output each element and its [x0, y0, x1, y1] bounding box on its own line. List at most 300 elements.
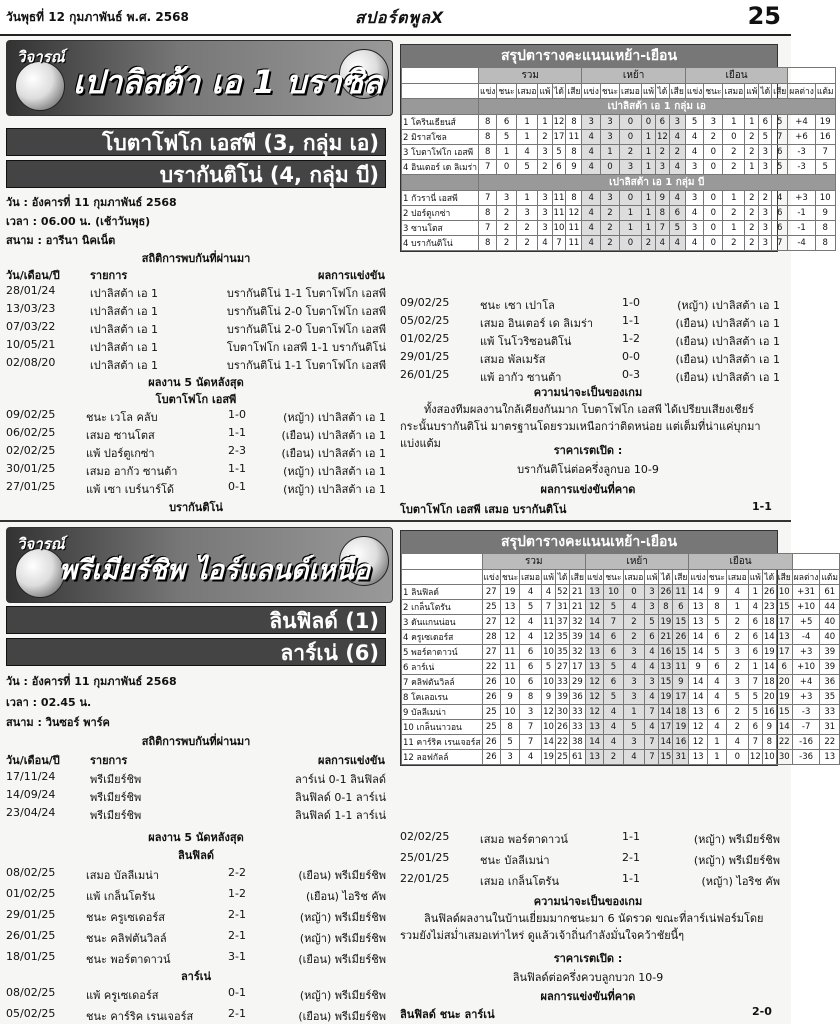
- stat-value: 7: [645, 750, 659, 765]
- stat-value: 6: [520, 645, 542, 660]
- stat-value: 5: [623, 720, 645, 735]
- column-header: แข่ง: [685, 84, 703, 99]
- away-form-title: บรากันติโน่: [169, 501, 223, 514]
- stat-value: 9: [815, 206, 835, 221]
- stat-value: 8: [659, 600, 673, 615]
- table-row: [402, 206, 836, 221]
- stat-value: 12: [566, 206, 582, 221]
- stat-value: 14: [762, 630, 776, 645]
- stat-value: 12: [689, 735, 707, 750]
- stat-value: 7: [645, 705, 659, 720]
- table-corner: [788, 68, 835, 84]
- stat-value: 7: [479, 221, 497, 236]
- form-venue: (เยือน) พรีเมียร์ชิพ: [298, 869, 386, 882]
- table-row: [402, 115, 836, 130]
- team-name: 12 ลอฟกัลล์: [402, 750, 483, 765]
- stat-value: 25: [482, 600, 500, 615]
- stat-value: 4: [582, 221, 600, 236]
- stat-value: 8: [479, 145, 497, 160]
- stat-value: 7: [520, 720, 542, 735]
- h2h-col-comp: รายการ: [90, 754, 128, 767]
- form-opponent: แพ้ เกล็นโตรัน: [86, 890, 155, 903]
- form-score: 1-1: [622, 314, 640, 327]
- form-date: 30/01/25: [6, 462, 56, 475]
- stat-value: 8: [566, 115, 582, 130]
- stat-value: 12: [689, 720, 707, 735]
- stat-value: 0: [623, 585, 645, 600]
- form-date: 26/01/25: [6, 929, 56, 942]
- stat-value: 12: [552, 115, 566, 130]
- stat-value: 5: [645, 615, 659, 630]
- banner-label: วิจารณ์: [17, 48, 65, 66]
- column-header: แพ้: [748, 570, 762, 585]
- stat-value: 13: [689, 750, 707, 765]
- column-header: ชนะ: [600, 84, 619, 99]
- stat-value: 13: [659, 660, 673, 675]
- h2h-competition: เปาลิสต้า เอ 1: [90, 305, 159, 318]
- stat-value: 0: [704, 145, 723, 160]
- stat-value: 7: [772, 130, 788, 145]
- stat-value: 1: [726, 600, 748, 615]
- form-title: ผลงาน 5 นัดหลังสุด: [148, 376, 244, 389]
- stat-value: -4: [788, 236, 816, 251]
- h2h-date: 14/09/24: [6, 788, 56, 801]
- stat-value: 13: [585, 720, 603, 735]
- stat-value: 8: [520, 690, 542, 705]
- column-header: ผลต่าง: [788, 84, 816, 99]
- stat-value: 0: [620, 130, 642, 145]
- stat-value: 15: [673, 645, 689, 660]
- stat-value: 14: [689, 690, 707, 705]
- form-date: 05/02/25: [400, 314, 450, 327]
- stat-value: 11: [552, 191, 566, 206]
- table-row: [402, 645, 840, 660]
- table-corner: [792, 554, 839, 570]
- stat-value: 10: [552, 221, 566, 236]
- table-corner: [402, 68, 479, 84]
- team-name: 3 โบตาโฟโก เอสพี: [402, 145, 479, 160]
- stat-value: 4: [685, 130, 703, 145]
- stat-value: 14: [689, 645, 707, 660]
- stat-value: 5: [685, 115, 703, 130]
- stat-value: 19: [500, 585, 519, 600]
- stat-value: 19: [762, 645, 776, 660]
- form-venue: (หญ้า) เปาลิสต้า เอ 1: [283, 465, 386, 478]
- section1-banner: [6, 40, 393, 116]
- stat-value: 8: [479, 206, 497, 221]
- column-header: ได้: [759, 84, 772, 99]
- stat-value: 4: [669, 130, 685, 145]
- stat-value: 4: [645, 645, 659, 660]
- stat-value: 6: [748, 720, 762, 735]
- column-header: เสีย: [673, 570, 689, 585]
- stat-value: 9: [655, 191, 669, 206]
- stat-value: +3: [788, 191, 816, 206]
- stat-value: 23: [762, 600, 776, 615]
- form-opponent: ชนะ พอร์ตาดาวน์: [86, 953, 171, 966]
- table-row: [402, 735, 840, 750]
- stat-value: 17: [552, 130, 566, 145]
- match-day: วัน : อังคารที่ 11 กุมภาพันธ์ 2568: [6, 675, 177, 688]
- stat-value: 5: [552, 145, 566, 160]
- stat-value: 1: [723, 221, 745, 236]
- page-number: 25: [747, 2, 781, 30]
- stat-value: 3: [685, 160, 703, 175]
- chance-text: ลินฟิลด์ผลงานในบ้านเยี่ยมมากชนะมา 6 นัดรวด ขณะที่ลาร์เน่ฟอร์มโดยรวมยังไม่สม่ำเสมอเท่าไหร่ ดูแล้วเจ้าถิ่นกำลังมั่นใจคว้าชัยนี้ๆ: [400, 912, 764, 942]
- stat-value: -36: [792, 750, 820, 765]
- stat-value: 2: [745, 130, 759, 145]
- form-date: 01/02/25: [400, 332, 450, 345]
- stat-value: 4: [604, 735, 623, 750]
- stat-value: 19: [776, 690, 792, 705]
- stat-value: -1: [788, 206, 816, 221]
- form-score: 1-0: [228, 408, 246, 421]
- stat-value: 18: [673, 705, 689, 720]
- stat-value: 12: [585, 675, 603, 690]
- stat-value: 11: [552, 206, 566, 221]
- stat-value: 22: [776, 735, 792, 750]
- stat-value: 3: [645, 600, 659, 615]
- form-venue: (เยือน) ไอริช คัพ: [305, 890, 386, 903]
- predict-title: ผลการแข่งขันที่คาด: [540, 483, 636, 496]
- stat-value: 44: [820, 600, 840, 615]
- form-venue: (หญ้า) พรีเมียร์ชิพ: [299, 932, 386, 945]
- standings-title: สรุปตารางคะแนนเหย้า-เยือน: [401, 531, 777, 553]
- chance-title: ความน่าจะเป็นของเกม: [533, 895, 643, 908]
- form-opponent: ชนะ คาร์ริค เรนเจอร์ส: [86, 1010, 194, 1023]
- column-header: เสมอ: [520, 570, 542, 585]
- stat-value: 4: [582, 236, 600, 251]
- h2h-col-result: ผลการแข่งขัน: [318, 269, 385, 282]
- stat-value: 1: [538, 115, 552, 130]
- stat-value: 17: [776, 615, 792, 630]
- stat-value: 4: [669, 160, 685, 175]
- h2h-col-date: วัน/เดือน/ปี: [6, 754, 60, 767]
- stat-value: 38: [569, 735, 585, 750]
- stat-value: 12: [541, 630, 555, 645]
- team-name: 3 ซานโตส: [402, 221, 479, 236]
- stat-value: 10: [541, 645, 555, 660]
- table-row: [402, 600, 840, 615]
- form-opponent: เสมอ เกล็นโตรัน: [480, 875, 559, 888]
- stat-value: 10: [815, 191, 835, 206]
- stat-value: 9: [673, 675, 689, 690]
- match-day: วัน : อังคารที่ 11 กุมภาพันธ์ 2568: [6, 196, 177, 209]
- stat-value: 1: [641, 130, 655, 145]
- stat-value: 9: [566, 160, 582, 175]
- stat-value: 10: [762, 750, 776, 765]
- stat-value: 19: [673, 720, 689, 735]
- group-home: เหย้า: [582, 68, 685, 84]
- stat-value: 3: [685, 191, 703, 206]
- form-score: 0-3: [622, 368, 640, 381]
- stat-value: 27: [482, 585, 500, 600]
- stat-value: 4: [645, 690, 659, 705]
- column-header: เสมอ: [516, 84, 538, 99]
- form-opponent: แพ้ ปอร์ตูเกซ่า: [86, 447, 155, 460]
- stat-value: 3: [538, 145, 552, 160]
- stat-value: 8: [815, 221, 835, 236]
- stat-value: 5: [604, 600, 623, 615]
- standings-table: [400, 44, 834, 252]
- stat-value: 7: [541, 600, 555, 615]
- stat-value: 26: [482, 690, 500, 705]
- stat-value: 39: [569, 630, 585, 645]
- stat-value: 4: [582, 130, 600, 145]
- stat-value: 2: [538, 160, 552, 175]
- stat-value: +3: [792, 645, 820, 660]
- stat-value: 16: [659, 645, 673, 660]
- stat-value: 3: [645, 585, 659, 600]
- stat-value: 6: [497, 115, 516, 130]
- stat-value: 3: [704, 115, 723, 130]
- away-form-title: ลาร์เน่: [180, 970, 212, 983]
- column-header: เสีย: [776, 570, 792, 585]
- form-date: 26/01/25: [400, 368, 450, 381]
- stat-value: 7: [772, 236, 788, 251]
- stat-value: 5: [707, 615, 726, 630]
- stat-value: 2: [641, 236, 655, 251]
- away-team-bar: ลาร์เน่ (6): [6, 638, 386, 666]
- stat-value: 8: [479, 236, 497, 251]
- predict-text: โบตาโฟโก เอสพี เสมอ บรากันติโน่: [400, 503, 567, 516]
- form-opponent: แพ้ ครูเซเดอร์ส: [86, 989, 159, 1002]
- stat-value: 1: [641, 221, 655, 236]
- home-form-title: โบตาโฟโก เอสพี: [155, 393, 237, 406]
- stat-value: 0: [497, 160, 516, 175]
- stat-value: 6: [520, 660, 542, 675]
- stat-value: 13: [585, 585, 603, 600]
- stat-value: 6: [604, 645, 623, 660]
- stat-value: 4: [520, 750, 542, 765]
- column-header: แข่ง: [582, 84, 600, 99]
- stat-value: 3: [623, 735, 645, 750]
- stat-value: 11: [673, 585, 689, 600]
- stat-value: 1: [641, 206, 655, 221]
- stat-value: 4: [623, 660, 645, 675]
- stat-value: 12: [500, 630, 519, 645]
- stat-value: 1: [497, 145, 516, 160]
- form-score: 0-1: [228, 986, 246, 999]
- stat-value: 6: [673, 600, 689, 615]
- team-name: 1 ลินฟิลด์: [402, 585, 483, 600]
- form-venue: (เยือน) เปาลิสต้า เอ 1: [675, 353, 780, 366]
- stat-value: 6: [645, 630, 659, 645]
- chance-text: ทั้งสองทีมผลงานใกล้เคียงกันมาก โบตาโฟโก เอสพี ได้เปรียบเสียงเชียร์ กระนั้นบรากันติโน่ มาตรฐานโดยรวมเหนือกว่าติดหน่อย แต่เต็มที่น่าแค่บุกมาแบ่งแต้ม: [400, 403, 761, 450]
- stat-value: 10: [500, 675, 519, 690]
- stat-value: 4: [669, 236, 685, 251]
- stat-value: 12: [585, 600, 603, 615]
- standings-table: [400, 530, 839, 766]
- team-name: 5 พอร์ตาดาวน์: [402, 645, 483, 660]
- stat-value: 6: [707, 705, 726, 720]
- table-corner: [402, 99, 479, 115]
- form-date: 29/01/25: [6, 908, 56, 921]
- stat-value: 1: [723, 115, 745, 130]
- stat-value: 8: [479, 130, 497, 145]
- stat-value: 15: [776, 705, 792, 720]
- stat-value: 5: [604, 690, 623, 705]
- form-venue: (หญ้า) เปาลิสต้า เอ 1: [283, 411, 386, 424]
- stat-value: 21: [569, 585, 585, 600]
- stat-value: 2: [497, 221, 516, 236]
- form-score: 0-1: [228, 480, 246, 493]
- stat-value: 11: [673, 660, 689, 675]
- stat-value: 13: [689, 615, 707, 630]
- stat-value: 3: [600, 191, 619, 206]
- stat-value: 14: [659, 735, 673, 750]
- stat-value: 2: [759, 191, 772, 206]
- h2h-competition: เปาลิสต้า เอ 1: [90, 323, 159, 336]
- stat-value: 10: [541, 675, 555, 690]
- stat-value: 7: [645, 735, 659, 750]
- stat-value: 8: [479, 115, 497, 130]
- form-venue: (เยือน) เปาลิสต้า เอ 1: [281, 429, 386, 442]
- section2-banner: [6, 527, 393, 603]
- stat-value: 1: [641, 191, 655, 206]
- form-venue: (หญ้า) พรีเมียร์ชิพ: [693, 833, 780, 846]
- form-opponent: เสมอ พอร์ตาดาวน์: [480, 833, 568, 846]
- h2h-date: 02/08/20: [6, 356, 56, 369]
- stat-value: 10: [541, 720, 555, 735]
- stat-value: 4: [645, 660, 659, 675]
- h2h-date: 07/03/22: [6, 320, 56, 333]
- stat-value: 1: [641, 160, 655, 175]
- stat-value: 5: [815, 160, 835, 175]
- stat-value: 2: [604, 750, 623, 765]
- stat-value: 12: [585, 690, 603, 705]
- stat-value: 6: [707, 660, 726, 675]
- stat-value: 18: [762, 615, 776, 630]
- stat-value: 2: [623, 630, 645, 645]
- form-venue: (เยือน) เปาลิสต้า เอ 1: [675, 371, 780, 384]
- stat-value: 35: [556, 630, 570, 645]
- form-score: 1-1: [228, 462, 246, 475]
- table-row: [402, 705, 840, 720]
- table-row: [402, 660, 840, 675]
- stat-value: 7: [748, 675, 762, 690]
- stat-value: 0: [704, 191, 723, 206]
- column-header: แต้ม: [820, 570, 840, 585]
- stat-value: 5: [497, 130, 516, 145]
- stat-value: 2: [497, 206, 516, 221]
- stat-value: 4: [707, 690, 726, 705]
- column-header: ได้: [659, 570, 673, 585]
- team-name: 11 คาร์ริค เรนเจอร์ส: [402, 735, 483, 750]
- stat-value: 0: [704, 236, 723, 251]
- column-header: ชนะ: [707, 570, 726, 585]
- form-score: 3-1: [228, 950, 246, 963]
- column-header: แพ้: [641, 84, 655, 99]
- stat-value: 11: [500, 660, 519, 675]
- form-score: 2-1: [228, 929, 246, 942]
- table-row: [402, 615, 840, 630]
- stat-value: 27: [482, 615, 500, 630]
- h2h-result: โบตาโฟโก เอสพี 1-1 บรากันติโน่: [226, 341, 386, 354]
- column-header: แข่ง: [479, 84, 497, 99]
- stat-value: 9: [541, 690, 555, 705]
- team-name: 2 ปอร์ตูเกซ่า: [402, 206, 479, 221]
- stat-value: 21: [569, 600, 585, 615]
- stat-value: 7: [520, 735, 542, 750]
- odds-text: ลินฟิลด์ต่อครึ่งควบลูกบวก 10-9: [512, 971, 664, 984]
- stat-value: 8: [707, 600, 726, 615]
- stat-value: 27: [556, 660, 570, 675]
- column-header: เสีย: [566, 84, 582, 99]
- stat-value: -4: [792, 630, 820, 645]
- h2h-result: บรากันติโน่ 1-1 โบตาโฟโก เอสพี: [226, 359, 386, 372]
- stat-value: 32: [569, 645, 585, 660]
- stat-value: 6: [748, 630, 762, 645]
- column-header: เสีย: [772, 84, 788, 99]
- stat-value: +4: [792, 675, 820, 690]
- stat-value: 1: [620, 206, 642, 221]
- stat-value: 3: [520, 705, 542, 720]
- stat-value: 3: [538, 191, 552, 206]
- stat-value: 52: [556, 585, 570, 600]
- table-row: [402, 221, 836, 236]
- form-opponent: แพ้ เซา เบร์นาร์โด้: [86, 483, 175, 496]
- stat-value: 2: [669, 145, 685, 160]
- team-name: 9 บัลลีเมน่า: [402, 705, 483, 720]
- stat-value: 22: [556, 735, 570, 750]
- stat-value: 36: [820, 675, 840, 690]
- h2h-result: บรากันติโน่ 2-0 โบตาโฟโก เอสพี: [226, 305, 386, 318]
- column-header: แต้ม: [815, 84, 835, 99]
- table-row: [402, 160, 836, 175]
- column-header: แพ้: [745, 84, 759, 99]
- form-opponent: แพ้ อากัว ซานต้า: [480, 371, 562, 384]
- stat-value: +4: [788, 115, 816, 130]
- h2h-result: บรากันติโน่ 1-1 โบตาโฟโก เอสพี: [226, 287, 386, 300]
- h2h-competition: เปาลิสต้า เอ 1: [90, 287, 159, 300]
- stat-value: 2: [745, 145, 759, 160]
- team-name: 2 เกล็นโตรัน: [402, 600, 483, 615]
- stat-value: 14: [585, 735, 603, 750]
- stat-value: 6: [776, 660, 792, 675]
- stat-value: 35: [820, 690, 840, 705]
- group-title: เปาลิสต้า เอ 1 กลุ่ม บี: [479, 175, 835, 191]
- stat-value: 12: [748, 750, 762, 765]
- stat-value: 2: [745, 191, 759, 206]
- stat-value: 6: [759, 115, 772, 130]
- stat-value: 4: [582, 160, 600, 175]
- form-date: 29/01/25: [400, 350, 450, 363]
- table-corner: [402, 570, 483, 585]
- column-header: ได้: [552, 84, 566, 99]
- match-venue: สนาม : อารีนา นิคเน็ต: [6, 234, 116, 247]
- stat-value: 27: [482, 645, 500, 660]
- stat-value: 7: [479, 191, 497, 206]
- stat-value: 13: [689, 600, 707, 615]
- stat-value: 40: [820, 630, 840, 645]
- stat-value: 3: [655, 160, 669, 175]
- stat-value: 13: [689, 705, 707, 720]
- column-header: ได้: [655, 84, 669, 99]
- table-row: [402, 675, 840, 690]
- stat-value: 5: [772, 160, 788, 175]
- home-team-bar: โบตาโฟโก เอสพี (3, กลุ่ม เอ): [6, 128, 386, 156]
- stat-value: 4: [541, 585, 555, 600]
- stat-value: 1: [707, 735, 726, 750]
- stat-value: 17: [776, 645, 792, 660]
- stat-value: 3: [645, 675, 659, 690]
- stat-value: 0: [704, 160, 723, 175]
- stat-value: 2: [745, 221, 759, 236]
- stat-value: 4: [604, 705, 623, 720]
- stat-value: 32: [569, 615, 585, 630]
- stat-value: 1: [641, 145, 655, 160]
